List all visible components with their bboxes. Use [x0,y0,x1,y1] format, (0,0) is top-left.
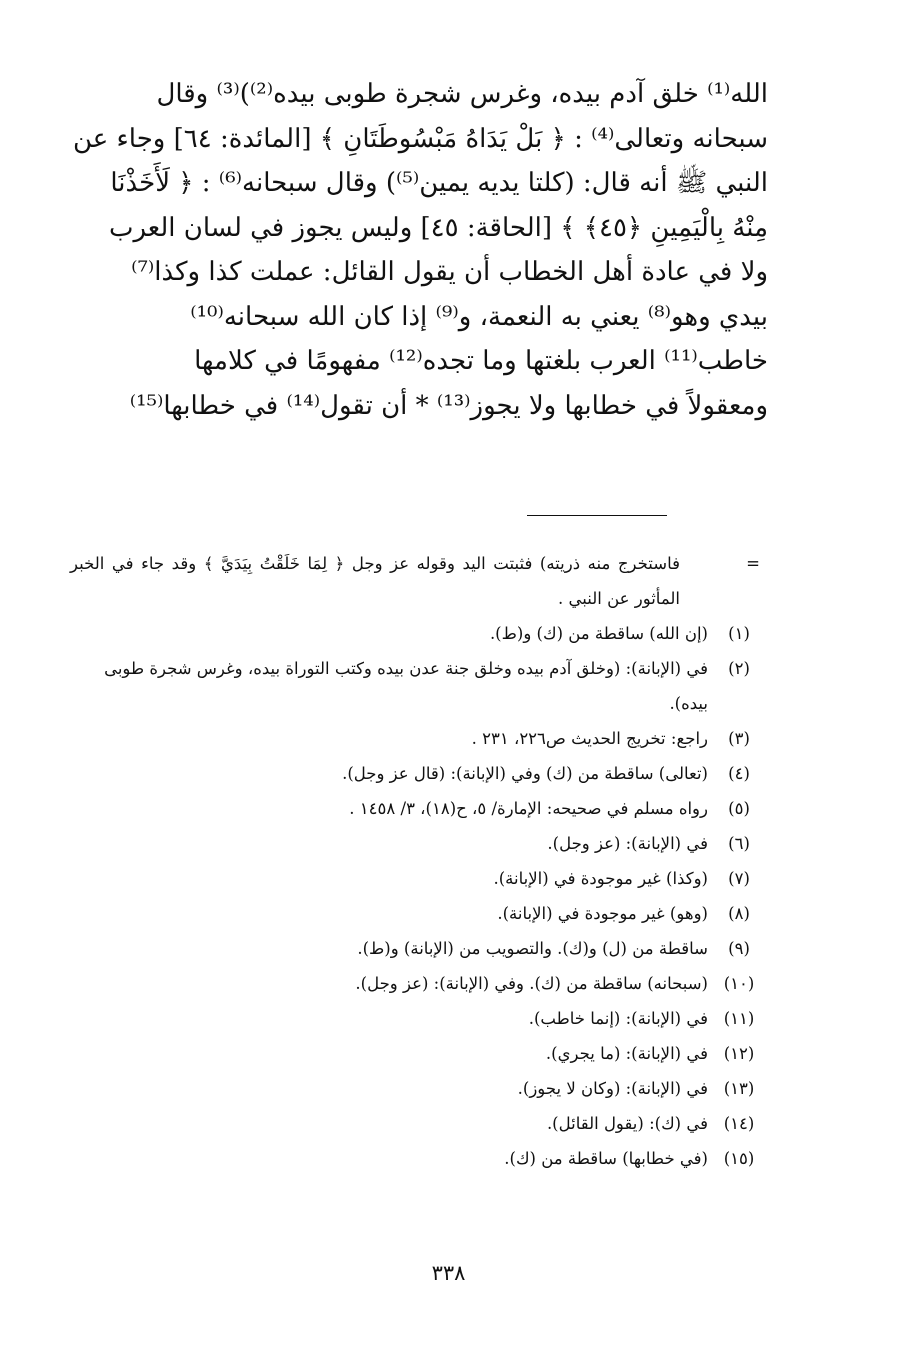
footnote-text: (إن الله) ساقطة من (ك) و(ط). [489,624,708,643]
footnote-number: (١١) [723,1009,755,1028]
footnote-item [70,616,770,651]
footnote-text: (وهو) غير موجودة في (الإبانة). [497,904,708,923]
footnote-number: (٩) [728,939,750,958]
footnote-text: (في خطابها) ساقطة من (ك). [504,1149,708,1168]
main-text-line: ولا في عادة أهل الخطاب أن يقول القائل: عملت كذا وكذا⁽⁷⁾ [131,257,768,287]
main-text-line: مِنْهُ بِالْيَمِينِ ﴿٤٥﴾ ﴾ [الحاقة: ٤٥] وليس يجوز في لسان العرب [108,212,768,243]
main-text-line: بيدي وهو⁽⁸⁾ يعني به النعمة، و⁽⁹⁾ إذا كان الله سبحانه⁽¹⁰⁾ [190,301,768,332]
footnote-text: في (الإبانة): (عز وجل). [547,834,708,853]
footnote-text: رواه مسلم في صحيحه: الإمارة/ ٥، ح(١٨)، ٣/ ١٤٥٨ . [349,799,708,818]
footnote-item [70,1036,770,1071]
footnote-separator [527,515,667,516]
footnote-item [70,896,770,931]
footnote-number: (١٣) [723,1079,755,1098]
main-text-line: ومعقولاً في خطابها ولا يجوز⁽¹³⁾ * أن تقول⁽¹⁴⁾ في خطابها⁽¹⁵⁾ [129,390,768,421]
footnote-number: (٧) [728,869,750,888]
page-number: ٣٣٨ [431,1261,466,1285]
main-text-line: الله⁽¹⁾ خلق آدم بيده، وغرس شجرة طوبى بيده⁽²⁾)⁽³⁾ وقال [156,79,768,109]
footnote-item [70,721,770,756]
footnote-item [70,826,770,861]
footnote-number: (٥) [728,799,750,818]
footnote-number: (١٥) [723,1149,755,1168]
footnote-text: في (الإبانة): (وكان لا يجوز). [517,1079,708,1098]
footnote-item [70,1001,770,1036]
footnote-number: (٢) [728,659,750,678]
footnote-text: في (الإبانة): (إنما خاطب). [528,1009,708,1028]
main-text-line: النبي ﷺ أنه قال: (كلتا يديه يمين⁽⁵⁾) وقال سبحانه⁽⁶⁾ : ﴿ لَأَخَذْنَا [110,168,768,198]
main-text-line: خاطب⁽¹¹⁾ العرب بلغتها وما تجده⁽¹²⁾ مفهومًا في كلامها [194,346,768,376]
footnote-number: (٣) [728,729,750,748]
footnote-text: في (ك): (يقول القائل). [546,1114,708,1133]
continuation-text: فاستخرج منه ذريته) فثبتت اليد وقوله عز وجل ﴿ لِمَا خَلَقْتُ بِيَدَيَّ ﴾ وقد جاء في الخبر المأثور عن النبي . [70,554,680,608]
footnote-number: (٨) [728,904,750,923]
footnote-number: (١٢) [723,1044,755,1063]
footnote-item [70,861,770,896]
footnote-text: (تعالى) ساقطة من (ك) وفي (الإبانة): (قال عز وجل). [342,764,708,783]
main-text [68,72,768,428]
footnote-item [70,1071,770,1106]
footnote-text: ساقطة من (ل) و(ك). والتصويب من (الإبانة) و(ط). [357,939,708,958]
footnote-item [70,1106,770,1141]
footnote-item [70,966,770,1001]
footnote-text: (وكذا) غير موجودة في (الإبانة). [493,869,708,888]
footnote-number: (١٠) [723,974,755,993]
footnote-item [70,756,770,791]
footnote-text: راجع: تخريج الحديث ص٢٢٦، ٢٣١ . [471,729,708,748]
footnote-number: (٤) [728,764,750,783]
footnote-item [70,651,770,721]
footnote-item [70,1141,770,1176]
footnote-number: (١٤) [723,1114,755,1133]
footnote-item [70,931,770,966]
main-text-line: سبحانه وتعالى⁽⁴⁾ : ﴿ بَلْ يَدَاهُ مَبْسُوطَتَانِ ﴾ [المائدة: ٦٤] وجاء عن [72,123,768,154]
footnote-item [70,791,770,826]
footnote-number: (٦) [728,834,750,853]
footnote-number: (١) [728,624,750,643]
footnote-continuation [70,546,770,616]
footnote-text: (سبحانه) ساقطة من (ك). وفي (الإبانة): (عز وجل). [355,974,708,993]
footnote-text: في (الإبانة): (ما يجري). [545,1044,708,1063]
footnotes [70,546,770,1176]
continuation-marker: = [746,554,760,573]
footnote-text: في (الإبانة): (وخلق آدم بيده وخلق جنة عدن بيده وكتب التوراة بيده، وغرس شجرة طوبى بيده). [104,659,708,713]
